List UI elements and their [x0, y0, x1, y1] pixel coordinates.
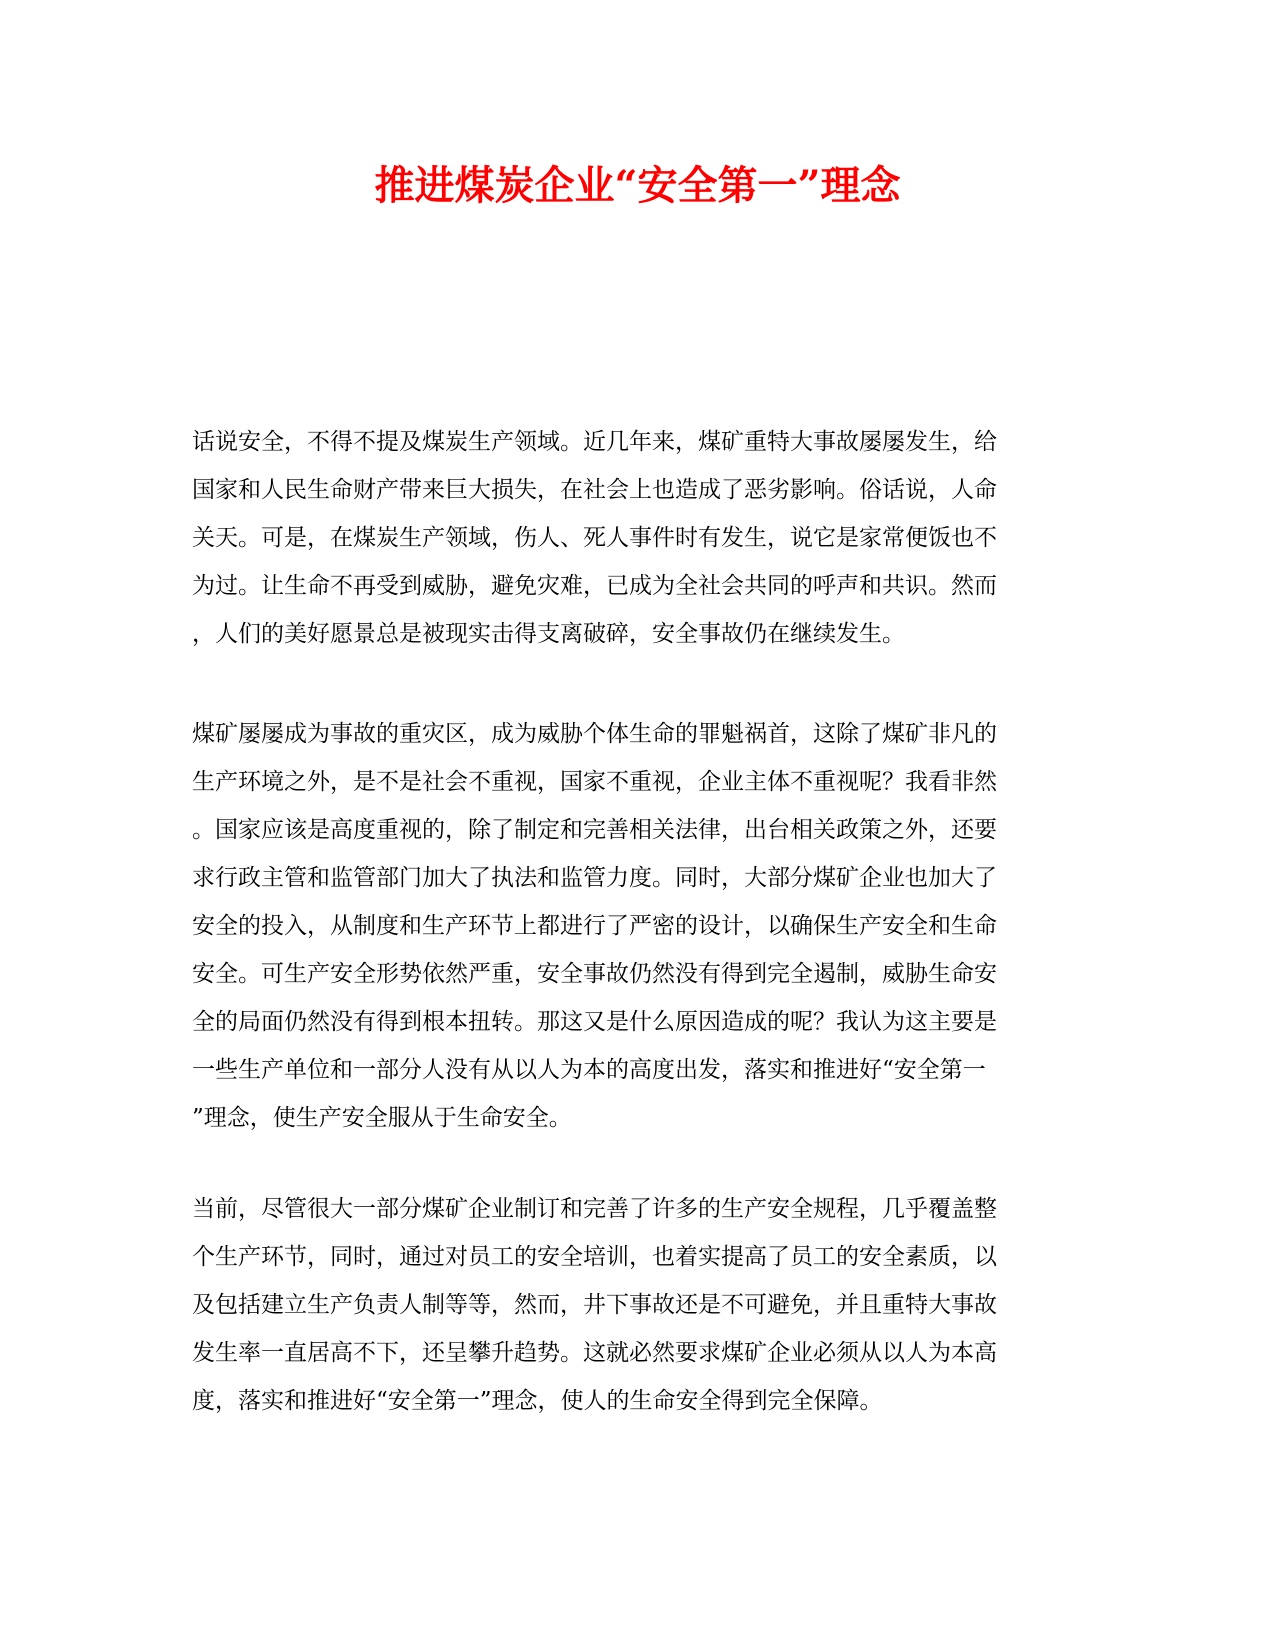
paragraph-line: 求行政主管和监管部门加大了执法和监管力度。同时，大部分煤矿企业也加大了 — [192, 865, 997, 891]
paragraph-line: ”理念，使生产安全服从于生命安全。 — [192, 1105, 572, 1131]
paragraph-line: 发生率一直居高不下，还呈攀升趋势。这就必然要求煤矿企业必须从以人为本高 — [192, 1340, 997, 1366]
paragraph-line: 安全。可生产安全形势依然严重，安全事故仍然没有得到完全遏制，威胁生命安 — [192, 961, 997, 987]
paragraph-line: 度，落实和推进好“安全第一”理念，使人的生命安全得到完全保障。 — [192, 1388, 883, 1414]
document-title: 推进煤炭企业“安全第一”理念 — [374, 162, 901, 209]
paragraph-line: 。国家应该是高度重视的，除了制定和完善相关法律，出台相关政策之外，还要 — [192, 817, 997, 843]
paragraph-line: 及包括建立生产负责人制等等，然而，井下事故还是不可避免，并且重特大事故 — [192, 1292, 997, 1318]
paragraph-line: 个生产环节，同时，通过对员工的安全培训，也着实提高了员工的安全素质，以 — [192, 1244, 997, 1270]
paragraph-line: ，人们的美好愿景总是被现实击得支离破碎，安全事故仍在继续发生。 — [192, 621, 905, 647]
paragraph-1 — [192, 418, 1062, 658]
paragraph-2 — [192, 710, 1062, 1142]
paragraph-line: 全的局面仍然没有得到根本扭转。那这又是什么原因造成的呢？我认为这主要是 — [192, 1009, 997, 1035]
paragraph-3 — [192, 1185, 1062, 1425]
paragraph-line: 安全的投入，从制度和生产环节上都进行了严密的设计，以确保生产安全和生命 — [192, 913, 997, 939]
paragraph-line: 当前，尽管很大一部分煤矿企业制订和完善了许多的生产安全规程，几乎覆盖整 — [192, 1196, 997, 1222]
paragraph-line: 煤矿屡屡成为事故的重灾区，成为威胁个体生命的罪魁祸首，这除了煤矿非凡的 — [192, 721, 997, 747]
paragraph-line: 关天。可是，在煤炭生产领域，伤人、死人事件时有发生，说它是家常便饭也不 — [192, 525, 997, 551]
paragraph-line: 一些生产单位和一部分人没有从以人为本的高度出发，落实和推进好“安全第一 — [192, 1057, 986, 1083]
paragraph-line: 为过。让生命不再受到威胁，避免灾难，已成为全社会共同的呼声和共识。然而 — [192, 573, 997, 599]
paragraph-line: 国家和人民生命财产带来巨大损失，在社会上也造成了恶劣影响。俗话说，人命 — [192, 477, 997, 503]
paragraph-line: 话说安全，不得不提及煤炭生产领域。近几年来，煤矿重特大事故屡屡发生，给 — [192, 429, 997, 455]
paragraph-line: 生产环境之外，是不是社会不重视，国家不重视，企业主体不重视呢？我看非然 — [192, 769, 997, 795]
